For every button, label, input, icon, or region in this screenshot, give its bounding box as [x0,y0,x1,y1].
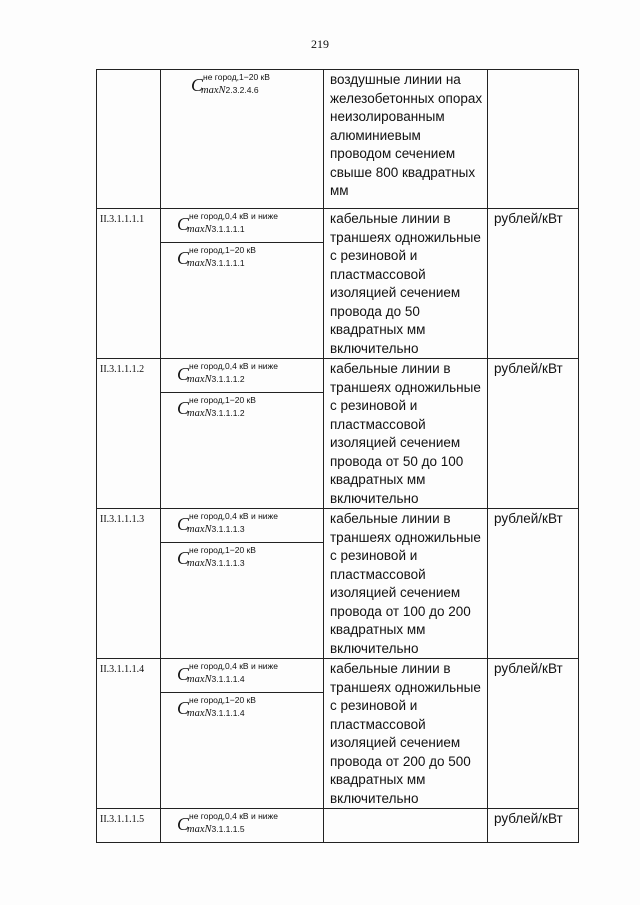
item-code: II.3.1.1.1.2 [100,364,145,375]
rate-formula [177,811,323,836]
formula-subscript-number: 2.3.2.4.6 [225,85,259,95]
table-row [97,659,579,809]
formula-symbol-c: C [177,548,190,568]
formula-subscript [177,675,323,686]
formula-symbol-c: C [177,214,190,234]
formula-superscript: не город,0,4 кВ и ниже [189,211,278,221]
unit-cell [488,209,579,359]
formula-subscript-number: 3.1.1.1.1 [211,258,245,268]
formula-subscript-symbol: maxN [187,674,212,685]
table-row [97,809,579,843]
item-code: II.3.1.1.1.4 [100,664,145,675]
formula-symbol-c: C [177,664,190,684]
formula-subscript [177,409,323,420]
formula-subscript-number: 3.1.1.1.5 [211,824,245,834]
item-code-cell [97,809,161,843]
formula-subscript-number: 3.1.1.1.2 [211,408,245,418]
formula-block [161,509,323,542]
unit-cell [488,659,579,809]
line-description: кабельные линии в траншеях одножильные с резиновой и пластмассовой изоляцией сечением провода до 50 квадратных мм включительно [330,211,481,356]
unit-label: рублей/кВт [494,661,563,676]
formula-symbol-c: C [177,248,190,268]
formula-symbol-c: C [177,398,190,418]
rate-formula [177,361,323,386]
formula-subscript-symbol: maxN [187,224,212,235]
formula-block [161,359,323,392]
table-row [97,509,579,659]
table-row [97,359,579,509]
formula-subscript-symbol: maxN [187,408,212,419]
formula-subscript-symbol: maxN [187,524,212,535]
item-code: II.3.1.1.1.3 [100,514,145,525]
formula-subscript [191,86,323,97]
rate-formula [177,695,323,720]
formula-superscript: не город,1−20 кВ [189,395,256,405]
formula-symbol-c: C [177,364,190,384]
formula-superscript: не город,1−20 кВ [189,695,256,705]
rate-formula [177,545,323,570]
formula-block [161,209,323,242]
formula-block [161,70,323,103]
formula-block [161,692,323,726]
unit-label: рублей/кВт [494,211,563,226]
unit-cell [488,70,579,209]
formula-cell [161,809,324,843]
line-description: кабельные линии в траншеях одножильные с резиновой и пластмассовой изоляцией сечением провода от 50 до 100 квадратных мм включительно [330,361,481,506]
formula-subscript-number: 3.1.1.1.1 [211,224,245,234]
formula-subscript-symbol: maxN [187,558,212,569]
formula-subscript-symbol: maxN [187,258,212,269]
formula-superscript: не город,0,4 кВ и ниже [189,361,278,371]
unit-label: рублей/кВт [494,361,563,376]
formula-subscript-number: 3.1.1.1.3 [211,558,245,568]
line-description: кабельные линии в траншеях одножильные с резиновой и пластмассовой изоляцией сечением провода от 100 до 200 квадратных мм включительно [330,511,481,656]
formula-subscript-number: 3.1.1.1.2 [211,374,245,384]
formula-block [161,242,323,276]
formula-subscript-number: 3.1.1.1.3 [211,524,245,534]
line-description: кабельные линии в траншеях одножильные с резиновой и пластмассовой изоляцией сечением провода от 200 до 500 квадратных мм включительно [330,661,481,806]
rate-formula [177,395,323,420]
formula-superscript: не город,1−20 кВ [203,72,270,82]
formula-cell [161,659,324,809]
rate-formula [177,661,323,686]
item-code: II.3.1.1.1.5 [100,814,145,825]
formula-symbol-c: C [177,814,190,834]
formula-block [161,809,323,842]
formula-subscript [177,525,323,536]
item-code-cell [97,70,161,209]
item-code [97,70,160,75]
formula-superscript: не город,0,4 кВ и ниже [189,661,278,671]
formula-subscript [177,559,323,570]
unit-label: рублей/кВт [494,511,563,526]
formula-subscript [177,709,323,720]
formula-cell [161,509,324,659]
rate-formula [177,511,323,536]
formula-subscript-symbol: maxN [187,708,212,719]
table-row [97,209,579,359]
formula-subscript [177,259,323,270]
formula-subscript-number: 3.1.1.1.4 [211,708,245,718]
formula-cell [161,209,324,359]
formula-superscript: не город,1−20 кВ [189,545,256,555]
description-cell [324,359,488,509]
formula-subscript-symbol: maxN [187,824,212,835]
item-code-cell [97,209,161,359]
formula-block [161,659,323,692]
formula-block [161,392,323,426]
formula-subscript [177,375,323,386]
item-code-cell [97,659,161,809]
description-cell [324,659,488,809]
tariff-table [96,69,579,843]
description-cell [324,509,488,659]
rate-formula [177,245,323,270]
rate-formula [191,72,323,97]
unit-cell [488,509,579,659]
item-code-cell [97,509,161,659]
unit-cell [488,359,579,509]
formula-subscript-number: 3.1.1.1.4 [211,674,245,684]
unit-label [488,70,578,72]
formula-subscript [177,225,323,236]
formula-symbol-c: C [177,514,190,534]
formula-subscript-symbol: maxN [201,85,226,96]
formula-subscript [177,825,323,836]
formula-symbol-c: C [177,698,190,718]
formula-superscript: не город,1−20 кВ [189,245,256,255]
description-cell [324,209,488,359]
item-code: II.3.1.1.1.1 [100,214,145,225]
description-cell [324,809,488,843]
formula-superscript: не город,0,4 кВ и ниже [189,811,278,821]
formula-subscript-symbol: maxN [187,374,212,385]
formula-block [161,542,323,576]
unit-cell [488,809,579,843]
line-description [324,809,487,810]
table-row [97,70,579,209]
page-number: 219 [311,37,329,51]
formula-superscript: не город,0,4 кВ и ниже [189,511,278,521]
description-cell [324,70,488,209]
formula-cell [161,70,324,209]
unit-label: рублей/кВт [494,811,563,826]
formula-symbol-c: C [191,75,204,95]
item-code-cell [97,359,161,509]
line-description: воздушные линии на железобетонных опорах неизолированным алюминиевым проводом сечением свыше 800 квадратных мм [330,72,483,198]
rate-formula [177,211,323,236]
formula-cell [161,359,324,509]
